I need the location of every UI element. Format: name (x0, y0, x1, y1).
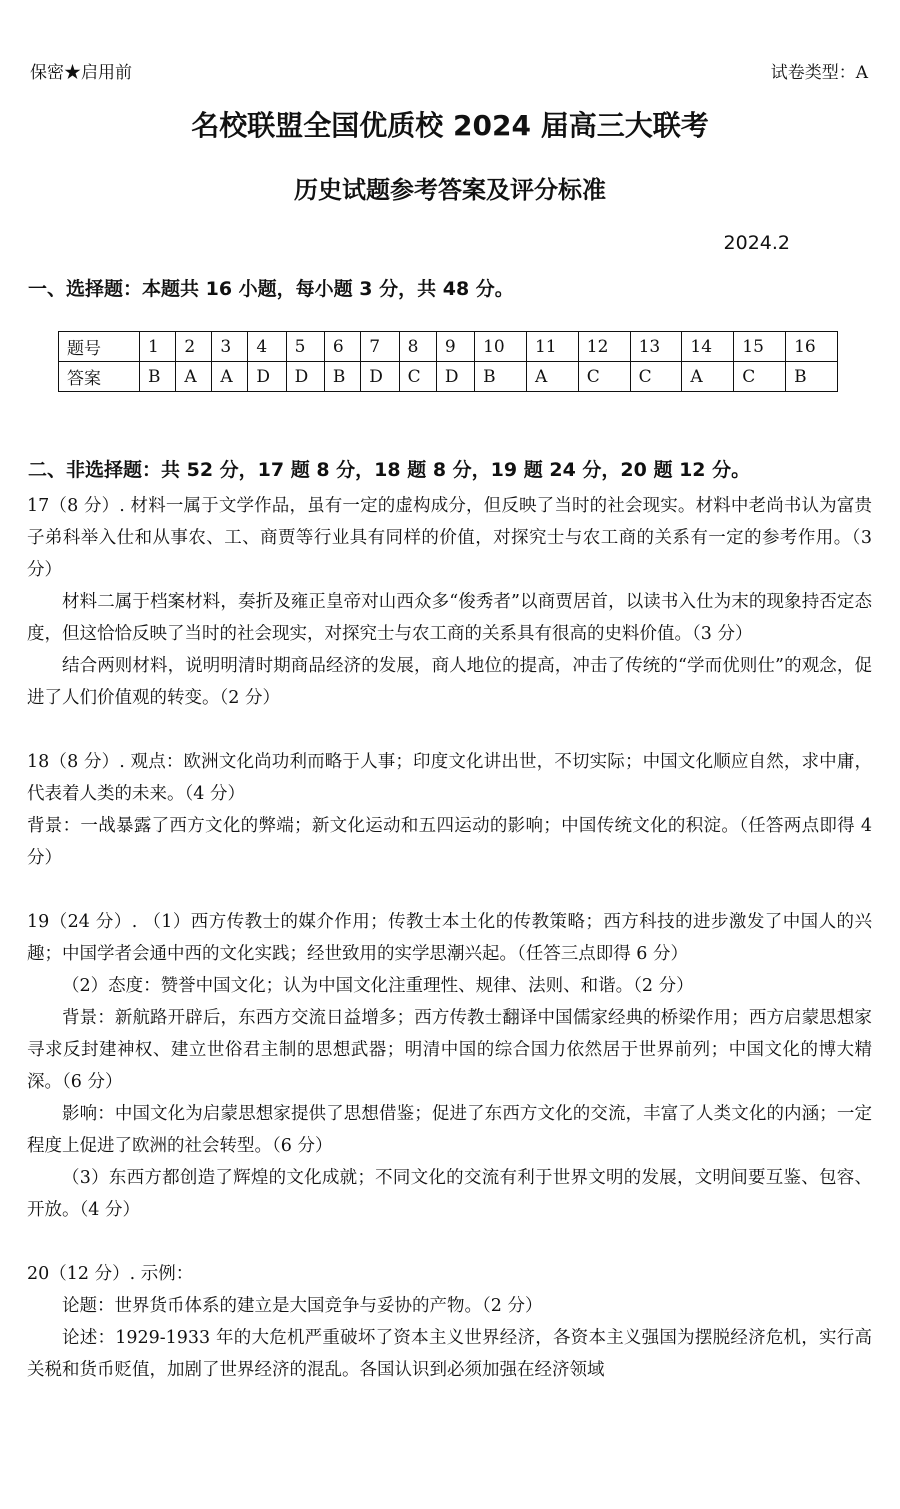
q19-paragraph: （2）态度：赞誉中国文化；认为中国文化注重理性、规律、法则、和谐。（2 分） (62, 976, 694, 996)
q19-paragraph: 影响：中国文化为启蒙思想家提供了思想借鉴；促进了东西方文化的交流，丰富了人类文化的内涵；一定程度上促进了欧洲的社会转型。（6 分） (27, 1104, 872, 1156)
q17-paragraph: 17（8 分）. 材料一属于文学作品，虽有一定的虚构成分，但反映了当时的社会现实。材料中老尚书认为富贵子弟科举入仕和从事农、工、商贾等行业具有同样的价值，对探究士与农工商的关系有一定的参考作用。（3 分） (27, 496, 872, 580)
section1-heading: 一、选择题：本题共 16 小题，每小题 3 分，共 48 分。 (28, 278, 514, 300)
q17-paragraph: 材料二属于档案材料，奏折及雍正皇帝对山西众多“俊秀者”以商贾居首，以读书入仕为末的现象持否定态度，但这恰恰反映了当时的社会现实，对探究士与农工商的关系具有很高的史料价值。（3 分） (27, 592, 872, 644)
answer-cell: A (212, 362, 248, 392)
question-number: 14 (682, 332, 734, 362)
q20-paragraph: 论述：1929-1933 年的大危机严重破坏了资本主义世界经济，各资本主义强国为摆脱经济危机，实行高关税和货币贬值，加剧了世界经济的混乱。各国认识到必须加强在经济领域 (27, 1328, 872, 1380)
answer-cell: D (361, 362, 399, 392)
row-label-answer: 答案 (59, 362, 140, 392)
question-number: 8 (399, 332, 436, 362)
q19-paragraph: （3）东西方都创造了辉煌的文化成就；不同文化的交流有利于世界文明的发展，文明间要互鉴、包容、开放。（4 分） (27, 1168, 872, 1220)
section2-heading: 二、非选择题：共 52 分，17 题 8 分，18 题 8 分，19 题 24 分，20 题 12 分。 (28, 459, 751, 481)
table-row-numbers (59, 332, 838, 362)
answer-cell: C (630, 362, 682, 392)
q17-paragraph: 结合两则材料，说明明清时期商品经济的发展，商人地位的提高，冲击了传统的“学而优则仕”的观念，促进了人们价值观的转变。（2 分） (27, 656, 872, 708)
row-label-number: 题号 (59, 332, 140, 362)
answer-cell: A (682, 362, 734, 392)
table-row-answers (59, 362, 838, 392)
answer-cell: B (140, 362, 176, 392)
question-number: 10 (475, 332, 527, 362)
question-number: 12 (578, 332, 630, 362)
answer-cell: C (399, 362, 436, 392)
question-number: 16 (786, 332, 838, 362)
question-number: 1 (140, 332, 176, 362)
question-number: 7 (361, 332, 399, 362)
question-number: 15 (734, 332, 786, 362)
q20-paragraph: 论题：世界货币体系的建立是大国竞争与妥协的产物。（2 分） (62, 1296, 543, 1316)
answer-cell: D (286, 362, 324, 392)
question-number: 2 (176, 332, 212, 362)
question-number: 9 (436, 332, 474, 362)
paper-type-label: 试卷类型：A (770, 63, 868, 83)
answer-cell: A (526, 362, 578, 392)
q20-paragraph: 20（12 分）. 示例： (27, 1264, 194, 1284)
answer-cell: B (324, 362, 360, 392)
question-number: 5 (286, 332, 324, 362)
answer-cell: B (475, 362, 527, 392)
section2-body (27, 490, 872, 1386)
q19-paragraph: 背景：新航路开辟后，东西方交流日益增多；西方传教士翻译中国儒家经典的桥梁作用；西方启蒙思想家寻求反封建神权、建立世俗君主制的思想武器；明清中国的综合国力依然居于世界前列；中国文化的博大精深。（6 分） (27, 1008, 872, 1092)
q18-paragraph: 18（8 分）. 观点：欧洲文化尚功利而略于人事；印度文化讲出世，不切实际；中国文化顺应自然，求中庸，代表着人类的未来。（4 分） (27, 752, 872, 804)
confidential-label: 保密★启用前 (30, 63, 132, 83)
answer-cell: D (436, 362, 474, 392)
question-number: 13 (630, 332, 682, 362)
document-subtitle: 历史试题参考答案及评分标准 (294, 176, 606, 204)
q18-paragraph: 背景：一战暴露了西方文化的弊端；新文化运动和五四运动的影响；中国传统文化的积淀。（任答两点即得 4 分） (27, 816, 872, 868)
answer-table (58, 331, 838, 392)
question-number: 6 (324, 332, 360, 362)
document-date: 2024.2 (723, 232, 790, 254)
answer-cell: A (176, 362, 212, 392)
answer-cell: B (786, 362, 838, 392)
document-title: 名校联盟全国优质校 2024 届高三大联考 (191, 109, 709, 142)
q19-paragraph: 19（24 分）. （1）西方传教士的媒介作用；传教士本土化的传教策略；西方科技的进步激发了中国人的兴趣；中国学者会通中西的文化实践；经世致用的实学思潮兴起。（任答三点即得 6 分） (27, 912, 872, 964)
question-number: 4 (248, 332, 286, 362)
question-number: 3 (212, 332, 248, 362)
answer-cell: D (248, 362, 286, 392)
answer-cell: C (578, 362, 630, 392)
answer-cell: C (734, 362, 786, 392)
question-number: 11 (526, 332, 578, 362)
